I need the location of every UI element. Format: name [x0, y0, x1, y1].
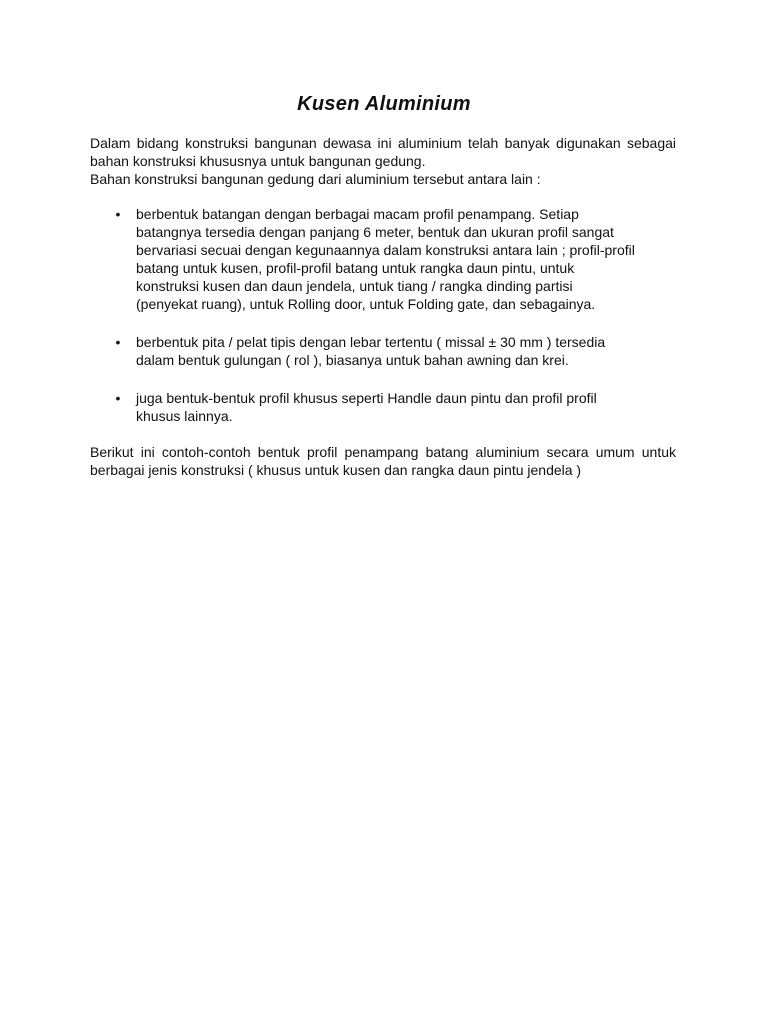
list-item-text: berbentuk pita / pelat tipis dengan lebar tertentu ( missal ± 30 mm ) tersedia dalam bentuk gulungan ( rol ), biasanya untuk bahan awning dan krei.: [136, 334, 606, 368]
bullet-icon: •: [115, 390, 121, 406]
intro-lead-in: Bahan konstruksi bangunan gedung dari aluminium tersebut antara lain :: [90, 171, 541, 187]
bullet-icon: •: [115, 334, 121, 350]
document-title: Kusen Aluminium: [297, 93, 471, 115]
document-body: [90, 134, 676, 479]
list-item-text: berbentuk batangan dengan berbagai macam profil penampang. Setiap batangnya tersedia dengan panjang 6 meter, bentuk dan ukuran profil sangat bervariasi secuai dengan kegunaannya dalam konstruksi antara lain ; profil-profil batang untuk kusen, profil-profil batang untuk rangka daun pintu, untuk konstruksi kusen dan daun jendela, untuk tiang / rangka dinding partisi (penyekat ruang), untuk Rolling door, untuk Folding gate, dan sebagainya.: [136, 206, 635, 312]
list-item: [90, 389, 636, 425]
bullet-list: [90, 205, 676, 425]
bullet-icon: •: [115, 206, 121, 222]
intro-paragraph: Dalam bidang konstruksi bangunan dewasa ini aluminium telah banyak digunakan sebagai bahan konstruksi khususnya untuk bangunan gedung.: [90, 135, 676, 169]
closing-paragraph: Berikut ini contoh-contoh bentuk profil penampang batang aluminium secara umum untuk berbagai jenis konstruksi ( khusus untuk kusen dan rangka daun pintu jendela ): [90, 444, 676, 478]
list-item-text: juga bentuk-bentuk profil khusus seperti Handle daun pintu dan profil profil khusus lainnya.: [136, 390, 597, 424]
list-item: [90, 333, 636, 369]
list-item: [90, 205, 636, 313]
